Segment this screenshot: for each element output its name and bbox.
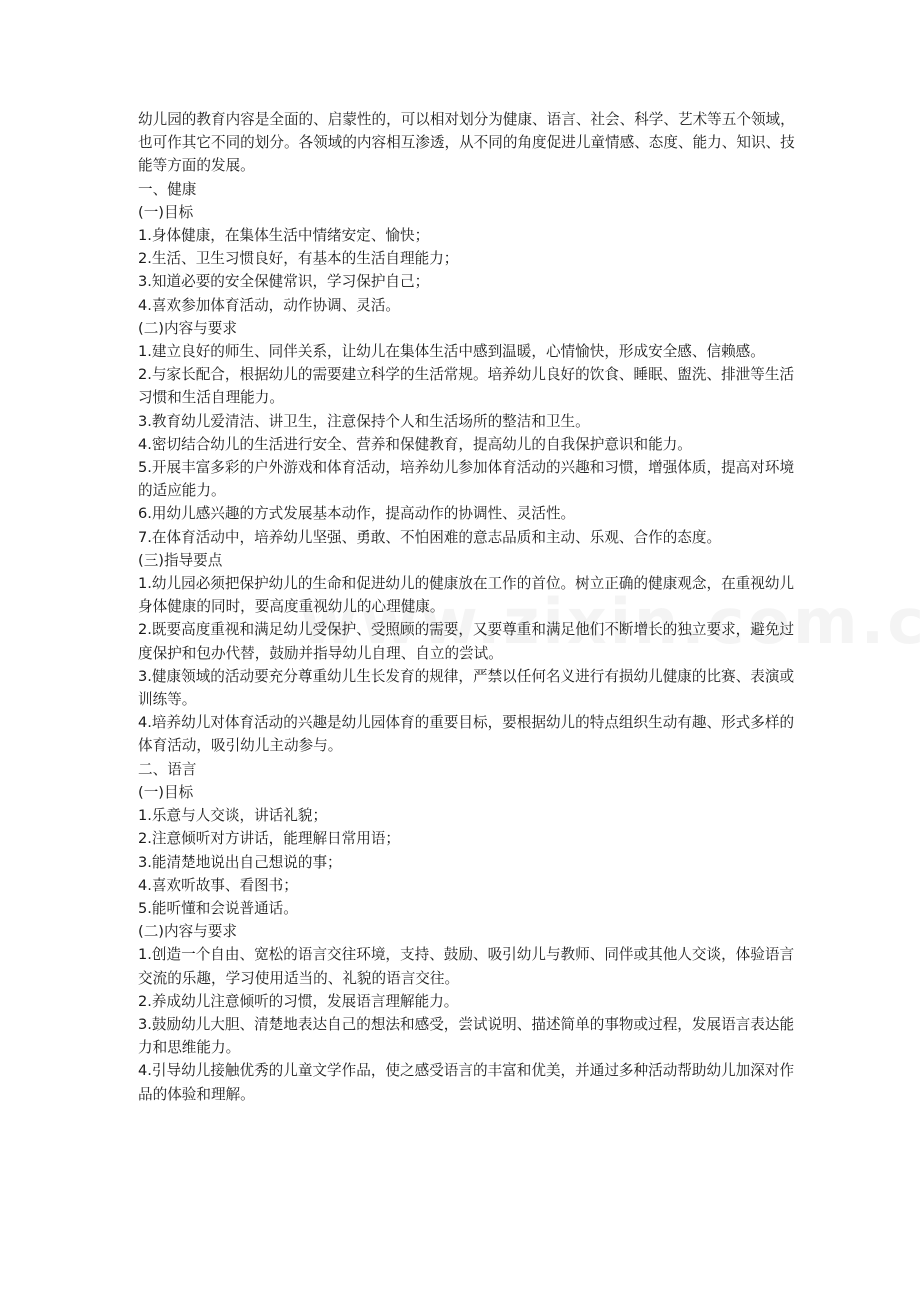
list-item: 2.既要高度重视和满足幼儿受保护、受照顾的需要，又要尊重和满足他们不断增长的独立要求，避免过度保护和包办代替，鼓励并指导幼儿自理、自立的尝试。	[138, 621, 795, 662]
list-item: 3.教育幼儿爱清洁、讲卫生，注意保持个人和生活场所的整洁和卫生。	[138, 412, 590, 430]
section-heading-language: 二、语言	[138, 760, 197, 778]
subheading-content-requirements: (二)内容与要求	[138, 923, 237, 941]
list-item: 2.注意倾听对方讲话，能理解日常用语；	[138, 830, 401, 848]
list-item: 4.密切结合幼儿的生活进行安全、营养和保健教育，提高幼儿的自我保护意识和能力。	[138, 435, 692, 453]
list-item: 3.鼓励幼儿大胆、清楚地表达自己的想法和感受，尝试说明、描述简单的事物或过程，发展语言表达能力和思维能力。	[138, 1015, 795, 1057]
list-item: 6.用幼儿感兴趣的方式发展基本动作，提高动作的协调性、灵活性。	[138, 505, 576, 523]
list-item: 4.引导幼儿接触优秀的儿童文学作品，使之感受语言的丰富和优美，并通过多种活动帮助幼儿加深对作品的体验和理解。	[138, 1062, 795, 1103]
subheading-content-requirements: (二)内容与要求	[138, 319, 237, 337]
list-item: 3.能清楚地说出自己想说的事；	[138, 853, 342, 871]
list-item: 3.健康领域的活动要充分尊重幼儿生长发育的规律，严禁以任何名义进行有损幼儿健康的比赛、表演或训练等。	[138, 667, 795, 709]
section-heading-health: 一、健康	[138, 180, 197, 198]
intro-paragraph: 幼儿园的教育内容是全面的、启蒙性的，可以相对划分为健康、语言、社会、科学、艺术等五个领域，也可作其它不同的划分。各领域的内容相互渗透，从不同的角度促进儿童情感、态度、能力、知识、技能等方面的发展。	[138, 111, 795, 175]
subheading-goals: (一)目标	[138, 783, 194, 801]
list-item: 2.养成幼儿注意倾听的习惯，发展语言理解能力。	[138, 992, 459, 1010]
document-body	[138, 108, 802, 1106]
list-item: 5.能听懂和会说普通话。	[138, 899, 298, 917]
list-item: 4.喜欢听故事、看图书；	[138, 876, 298, 894]
list-item: 4.培养幼儿对体育活动的兴趣是幼儿园体育的重要目标，要根据幼儿的特点组织生动有趣、形式多样的体育活动，吸引幼儿主动参与。	[138, 714, 795, 755]
list-item: 2.与家长配合，根据幼儿的需要建立科学的生活常规。培养幼儿良好的饮食、睡眠、盥洗、排泄等生活习惯和生活自理能力。	[138, 366, 795, 407]
list-item: 2.生活、卫生习惯良好，有基本的生活自理能力；	[138, 250, 459, 268]
list-item: 1.身体健康，在集体生活中情绪安定、愉快；	[138, 227, 430, 245]
list-item: 1.建立良好的师生、同伴关系，让幼儿在集体生活中感到温暖，心情愉快，形成安全感、信赖感。	[138, 343, 765, 361]
list-item: 1.创造一个自由、宽松的语言交往环境，支持、鼓励、吸引幼儿与教师、同伴或其他人交谈，体验语言交流的乐趣，学习使用适当的、礼貌的语言交往。	[138, 946, 795, 987]
list-item: 1.乐意与人交谈，讲话礼貌；	[138, 807, 328, 825]
list-item: 7.在体育活动中，培养幼儿坚强、勇敢、不怕困难的意志品质和主动、乐观、合作的态度。	[138, 528, 722, 546]
subheading-goals: (一)目标	[138, 203, 194, 221]
list-item: 4.喜欢参加体育活动，动作协调、灵活。	[138, 296, 401, 314]
list-item: 1.幼儿园必须把保护幼儿的生命和促进幼儿的健康放在工作的首位。树立正确的健康观念，在重视幼儿身体健康的同时，要高度重视幼儿的心理健康。	[138, 575, 795, 616]
subheading-guidance: (三)指导要点	[138, 551, 223, 569]
list-item: 5.开展丰富多彩的户外游戏和体育活动，培养幼儿参加体育活动的兴趣和习惯，增强体质，提高对环境的适应能力。	[138, 459, 795, 500]
list-item: 3.知道必要的安全保健常识，学习保护自己；	[138, 273, 430, 291]
